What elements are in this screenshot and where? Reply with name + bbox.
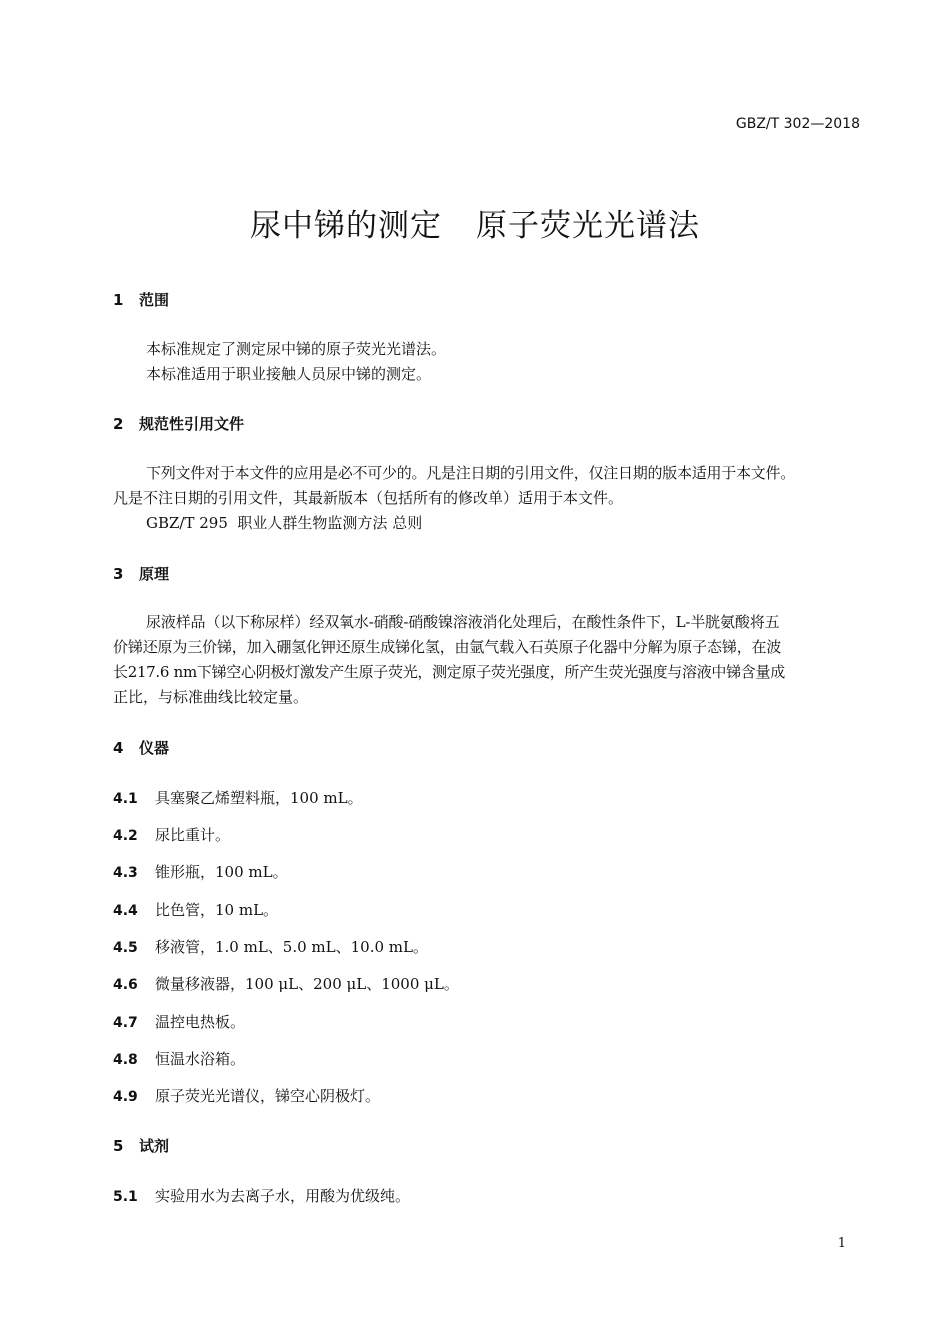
document-code: GBZ/T 302—2018 [735, 116, 860, 132]
paragraph-line: 本标准规定了测定尿中锑的原子荧光光谱法。 [146, 340, 447, 358]
section-heading: 4 仪器 [113, 739, 170, 757]
page-number: 1 [837, 1236, 846, 1251]
list-item: 4.6 微量移液器，100 μL、200 μL、1000 μL。 [113, 975, 459, 993]
list-item: 4.8 恒温水浴箱。 [113, 1050, 246, 1068]
list-item: 4.9 原子荧光光谱仪，锑空心阴极灯。 [113, 1087, 381, 1105]
list-item: 4.5 移液管，1.0 mL、5.0 mL、10.0 mL。 [113, 938, 428, 956]
paragraph-line: 本标准适用于职业接触人员尿中锑的测定。 [146, 365, 432, 383]
reference-entry: GBZ/T 295 职业人群生物监测方法 总则 [146, 514, 423, 532]
list-item: 4.2 尿比重计。 [113, 826, 231, 844]
paragraph-line: 下列文件对于本文件的应用是必不可少的。凡是注日期的引用文件，仅注日期的版本适用于本文件。 [146, 464, 796, 482]
list-item: 4.7 温控电热板。 [113, 1013, 246, 1031]
section-heading: 5 试剂 [113, 1137, 170, 1155]
title-part-2: 原子荧光光谱法 [476, 208, 700, 244]
list-item: 4.3 锥形瓶，100 mL。 [113, 863, 288, 881]
section-heading: 1 范围 [113, 291, 170, 309]
page-title [0, 200, 950, 245]
paragraph-line: 长217.6 nm下锑空心阴极灯激发产生原子荧光，测定原子荧光强度，所产生荧光强度与溶液中锑含量成 [113, 663, 785, 681]
list-item: 5.1 实验用水为去离子水，用酸为优级纯。 [113, 1187, 411, 1205]
paragraph-line: 正比，与标准曲线比较定量。 [113, 688, 309, 706]
title-part-1: 尿中锑的测定 [250, 208, 442, 244]
list-item: 4.4 比色管，10 mL。 [113, 901, 279, 919]
list-item: 4.1 具塞聚乙烯塑料瓶，100 mL。 [113, 789, 363, 807]
paragraph-line: 价锑还原为三价锑，加入硼氢化钾还原生成锑化氢，由氩气载入石英原子化器中分解为原子态锑，在波 [113, 638, 782, 656]
paragraph-line: 凡是不注日期的引用文件，其最新版本（包括所有的修改单）适用于本文件。 [113, 489, 624, 507]
section-heading: 3 原理 [113, 565, 170, 583]
section-heading: 2 规范性引用文件 [113, 415, 245, 433]
paragraph-line: 尿液样品（以下称尿样）经双氧水-硝酸-硝酸镍溶液消化处理后，在酸性条件下，L-半胱氨酸将五 [146, 613, 780, 631]
